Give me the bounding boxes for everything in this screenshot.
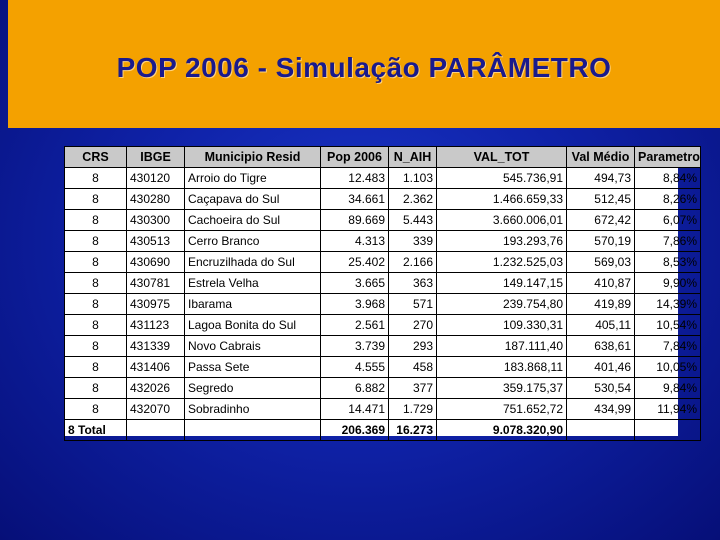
cell-parametro: 8,84% [635, 168, 701, 189]
cell-pop: 25.402 [321, 252, 389, 273]
table-row [65, 273, 701, 294]
cell-valmedio: 530,54 [567, 378, 635, 399]
cell-naih: 2.362 [389, 189, 437, 210]
cell-naih: 270 [389, 315, 437, 336]
cell-municipio: Encruzilhada do Sul [185, 252, 321, 273]
col-header-naih: N_AIH [389, 147, 437, 168]
cell-municipio: Lagoa Bonita do Sul [185, 315, 321, 336]
total-cell-valtot: 9.078.320,90 [437, 420, 567, 441]
cell-ibge: 431406 [127, 357, 185, 378]
cell-crs: 8 [65, 273, 127, 294]
cell-valmedio: 570,19 [567, 231, 635, 252]
cell-naih: 339 [389, 231, 437, 252]
total-cell-municipio [185, 420, 321, 441]
cell-pop: 14.471 [321, 399, 389, 420]
cell-valtot: 1.466.659,33 [437, 189, 567, 210]
cell-naih: 377 [389, 378, 437, 399]
cell-crs: 8 [65, 294, 127, 315]
cell-crs: 8 [65, 378, 127, 399]
cell-ibge: 430975 [127, 294, 185, 315]
cell-parametro: 7,84% [635, 336, 701, 357]
total-cell-parametro [635, 420, 701, 441]
cell-crs: 8 [65, 357, 127, 378]
cell-naih: 363 [389, 273, 437, 294]
cell-municipio: Estrela Velha [185, 273, 321, 294]
cell-pop: 4.555 [321, 357, 389, 378]
cell-valmedio: 512,45 [567, 189, 635, 210]
cell-parametro: 11,94% [635, 399, 701, 420]
total-cell-valmedio [567, 420, 635, 441]
cell-ibge: 430300 [127, 210, 185, 231]
table-row [65, 189, 701, 210]
table-row [65, 294, 701, 315]
col-header-ibge: IBGE [127, 147, 185, 168]
cell-municipio: Novo Cabrais [185, 336, 321, 357]
cell-pop: 2.561 [321, 315, 389, 336]
total-cell-pop: 206.369 [321, 420, 389, 441]
cell-naih: 1.729 [389, 399, 437, 420]
cell-municipio: Arroio do Tigre [185, 168, 321, 189]
data-table-container [64, 146, 700, 437]
col-header-valtot: VAL_TOT [437, 147, 567, 168]
cell-valmedio: 405,11 [567, 315, 635, 336]
cell-pop: 34.661 [321, 189, 389, 210]
cell-valmedio: 494,73 [567, 168, 635, 189]
cell-municipio: Passa Sete [185, 357, 321, 378]
cell-parametro: 9,90% [635, 273, 701, 294]
data-table [64, 146, 701, 441]
table-row [65, 210, 701, 231]
cell-ibge: 432026 [127, 378, 185, 399]
cell-parametro: 8,53% [635, 252, 701, 273]
total-cell-ibge [127, 420, 185, 441]
cell-naih: 1.103 [389, 168, 437, 189]
cell-valtot: 187.111,40 [437, 336, 567, 357]
cell-pop: 3.739 [321, 336, 389, 357]
cell-crs: 8 [65, 315, 127, 336]
cell-valmedio: 638,61 [567, 336, 635, 357]
cell-ibge: 431339 [127, 336, 185, 357]
cell-valtot: 193.293,76 [437, 231, 567, 252]
cell-ibge: 432070 [127, 399, 185, 420]
cell-municipio: Sobradinho [185, 399, 321, 420]
cell-valmedio: 410,87 [567, 273, 635, 294]
header-row [65, 147, 701, 168]
cell-crs: 8 [65, 252, 127, 273]
cell-naih: 571 [389, 294, 437, 315]
slide-title: POP 2006 - Simulação PARÂMETRO [116, 52, 612, 83]
total-cell-crs: 8 Total [65, 420, 127, 441]
total-row [65, 420, 701, 441]
cell-valtot: 183.868,11 [437, 357, 567, 378]
cell-ibge: 430513 [127, 231, 185, 252]
table-row [65, 378, 701, 399]
cell-municipio: Segredo [185, 378, 321, 399]
cell-valmedio: 569,03 [567, 252, 635, 273]
cell-crs: 8 [65, 189, 127, 210]
cell-municipio: Cerro Branco [185, 231, 321, 252]
cell-crs: 8 [65, 336, 127, 357]
cell-valtot: 359.175,37 [437, 378, 567, 399]
cell-pop: 3.968 [321, 294, 389, 315]
cell-parametro: 9,84% [635, 378, 701, 399]
table-row [65, 315, 701, 336]
cell-ibge: 431123 [127, 315, 185, 336]
cell-pop: 89.669 [321, 210, 389, 231]
table-row [65, 357, 701, 378]
cell-naih: 5.443 [389, 210, 437, 231]
cell-valtot: 545.736,91 [437, 168, 567, 189]
cell-municipio: Cachoeira do Sul [185, 210, 321, 231]
total-cell-naih: 16.273 [389, 420, 437, 441]
cell-pop: 12.483 [321, 168, 389, 189]
cell-ibge: 430690 [127, 252, 185, 273]
title-band [8, 0, 720, 128]
col-header-parametro: Parametro [635, 147, 701, 168]
cell-valmedio: 672,42 [567, 210, 635, 231]
cell-ibge: 430781 [127, 273, 185, 294]
table-row [65, 168, 701, 189]
cell-parametro: 7,86% [635, 231, 701, 252]
cell-ibge: 430120 [127, 168, 185, 189]
cell-crs: 8 [65, 168, 127, 189]
cell-valtot: 109.330,31 [437, 315, 567, 336]
col-header-crs: CRS [65, 147, 127, 168]
col-header-municipio: Municipio Resid [185, 147, 321, 168]
cell-municipio: Caçapava do Sul [185, 189, 321, 210]
cell-pop: 3.665 [321, 273, 389, 294]
table-row [65, 399, 701, 420]
col-header-valmedio: Val Médio [567, 147, 635, 168]
table-row [65, 336, 701, 357]
cell-parametro: 10,54% [635, 315, 701, 336]
cell-parametro: 8,26% [635, 189, 701, 210]
cell-parametro: 10,05% [635, 357, 701, 378]
cell-valtot: 239.754,80 [437, 294, 567, 315]
table-row [65, 231, 701, 252]
cell-valtot: 3.660.006,01 [437, 210, 567, 231]
cell-crs: 8 [65, 210, 127, 231]
table-row [65, 252, 701, 273]
cell-pop: 6.882 [321, 378, 389, 399]
cell-parametro: 6,07% [635, 210, 701, 231]
cell-valtot: 1.232.525,03 [437, 252, 567, 273]
cell-naih: 2.166 [389, 252, 437, 273]
cell-naih: 458 [389, 357, 437, 378]
cell-municipio: Ibarama [185, 294, 321, 315]
cell-valtot: 149.147,15 [437, 273, 567, 294]
cell-naih: 293 [389, 336, 437, 357]
cell-crs: 8 [65, 399, 127, 420]
cell-valmedio: 401,46 [567, 357, 635, 378]
cell-valtot: 751.652,72 [437, 399, 567, 420]
cell-crs: 8 [65, 231, 127, 252]
cell-valmedio: 434,99 [567, 399, 635, 420]
cell-valmedio: 419,89 [567, 294, 635, 315]
cell-ibge: 430280 [127, 189, 185, 210]
cell-parametro: 14,39% [635, 294, 701, 315]
col-header-pop: Pop 2006 [321, 147, 389, 168]
cell-pop: 4.313 [321, 231, 389, 252]
